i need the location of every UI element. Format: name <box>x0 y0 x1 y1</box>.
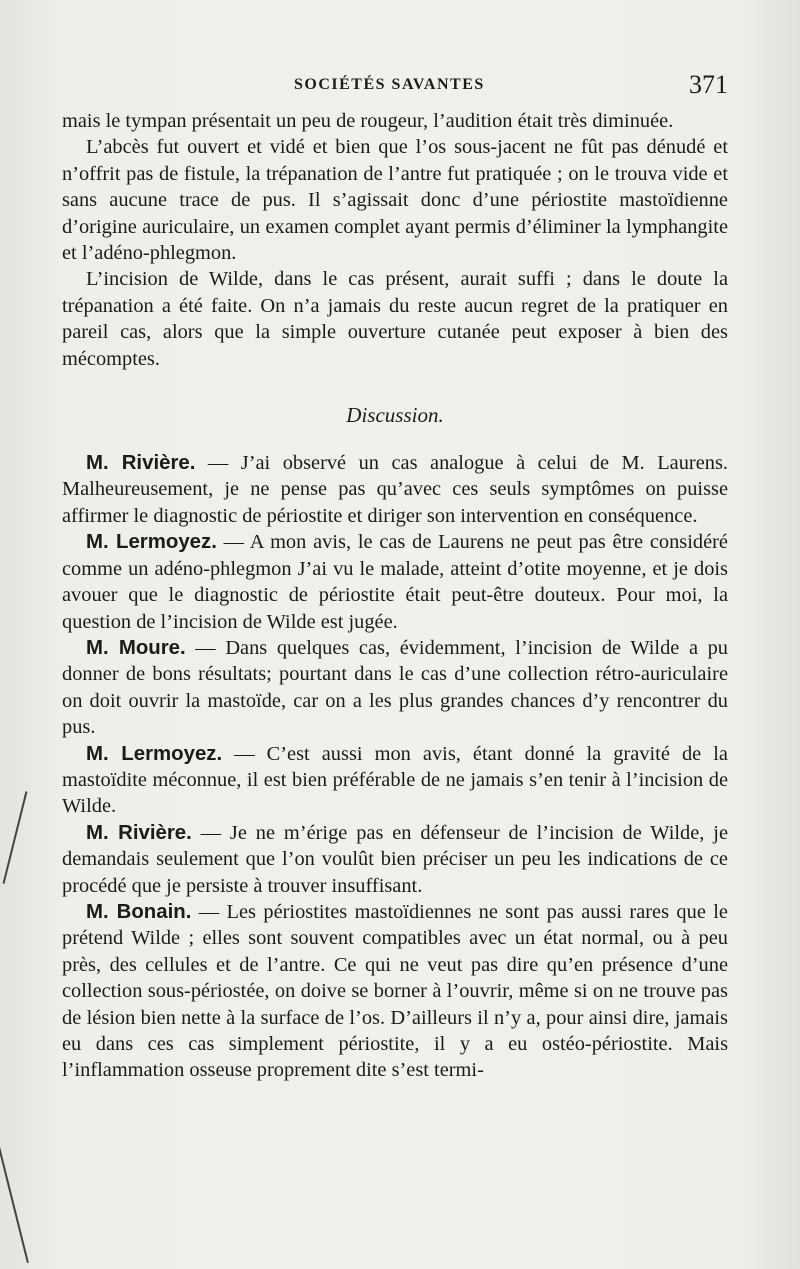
speaker-name: M. Lermoyez. <box>86 531 217 554</box>
discussion-entry-2 <box>62 529 728 635</box>
speaker-name: M. Rivière. <box>86 452 196 475</box>
discussion-entry-5 <box>62 820 728 899</box>
running-head: SOCIÉTÉS SAVANTES <box>294 76 485 93</box>
speaker-statement: — A mon avis, le cas de Laurens ne peut pas être considéré comme un adéno-phlegmon J’ai vu le malade, atteint d’otite moyenne, et je dois avouer que le diagnostic de périostite était peut-être douteux. Pour moi, la question de l’incision de Wilde est jugée. <box>62 531 728 633</box>
speaker-statement: — Je ne m’érige pas en défenseur de l’incision de Wilde, je demandais seulement que l’on voulût bien préciser un peu les indications de ce procédé que je persiste à trouver insuffisant. <box>62 821 728 897</box>
discussion-entry-4 <box>62 741 728 820</box>
speaker-name: M. Lermoyez. <box>86 742 223 765</box>
speaker-name: M. Rivière. <box>86 821 192 844</box>
page-number: 371 <box>689 70 728 99</box>
speaker-name: M. Bonain. <box>86 900 192 923</box>
section-title: Discussion. <box>346 403 444 428</box>
paragraph-1: mais le tympan présentait un peu de rougeur, l’audition était très diminuée. <box>62 110 674 132</box>
discussion-entry-6 <box>62 899 728 1084</box>
body-text <box>62 108 728 1084</box>
discussion-entry-1 <box>62 450 728 529</box>
page-header <box>62 70 728 104</box>
speaker-statement: — C’est aussi mon avis, étant donné la gravité de la mastoïdite méconnue, il est bien préférable de ne jamais s’en tenir à l’incision de Wilde. <box>62 742 728 818</box>
paragraph-3: L’incision de Wilde, dans le cas présent, aurait suffi ; dans le doute la trépanation a été faite. On n’a jamais du reste aucun regret de la pratiquer en pareil cas, alors que la simple ouverture cutanée peut exposer à bien des mécomptes. <box>62 268 728 370</box>
speaker-statement: — J’ai observé un cas analogue à celui de M. Laurens. Malheureusement, je ne pense pas qu’avec ces seuls symptômes on puisse affirmer le diagnostic de périostite et diriger son intervention en conséquence. <box>62 452 728 527</box>
discussion-entry-3 <box>62 635 728 741</box>
speaker-statement: — Les périostites mastoïdiennes ne sont pas aussi rares que le prétend Wilde ; elles sont souvent compatibles avec un état normal, ou à peu près, des cellules et de l’antre. Ce qui ne veut pas dire qu’en présence d’une collection sous-périostée, on doive se borner à l’ouvrir, même si on ne trouve pas de lésion bien nette à la surface de l’os. D’ailleurs il n’y a, pour ainsi dire, jamais eu dans ces cas simplement périostite, il y a eu ostéo-périostite. Mais l’inflammation osseuse proprement dite s’est termi- <box>62 900 728 1082</box>
margin-pencil-mark-lower <box>0 1127 28 1263</box>
paragraph-2: L’abcès fut ouvert et vidé et bien que l’os sous-jacent ne fût pas dénudé et n’offrit pas de fistule, la trépanation de l’antre fut pratiquée ; on le trouva vide et sans aucune trace de pus. Il s’agissait donc d’une périostite mastoïdienne d’origine auriculaire, un examen complet ayant permis d’éliminer la lymphangite et l’adéno-phlegmon. <box>62 136 728 265</box>
margin-pencil-mark-upper <box>3 791 27 884</box>
speaker-name: M. Moure. <box>86 636 186 659</box>
speaker-statement: — Dans quelques cas, évidemment, l’incision de Wilde a pu donner de bons résultats; pourtant dans le cas d’une collection rétro-auriculaire on doit ouvrir la mastoïde, car on a les plus grandes chances d’y rencontrer du pus. <box>62 636 729 739</box>
